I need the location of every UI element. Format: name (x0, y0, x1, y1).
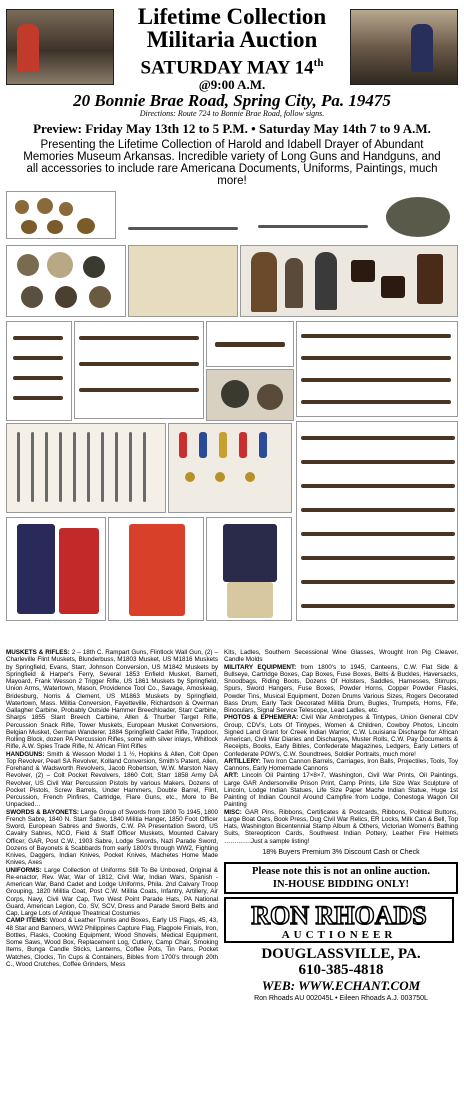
photo-us-buckle (378, 191, 458, 241)
listing-camp-items: CAMP ITEMS: Wood & Leather Trunks and Boxes, Early US Flags, 45, 43, 48 Star and Banners, WW2 Philippines Capture Flag, Flagpole Finials, Iron, Bottles, Flasks, Cooking Equipment, Wood Shovels, Medical Equipment, Some Saws, Wood Box, Replacement Log, Cutlery, Camp Chair, Smoking Items, Bunga Candle Sticks, Lanterns, Coffee Pots, Tin Pans, Pocket Watches, Clocks, Tin Cups & Containers, Bibles from 1700's through 20th C., Wood Crutches, Coffee Grinders, Mess (6, 917, 218, 968)
directions: Directions: Route 724 to Bonnie Brae Road, follow signs. (139, 109, 325, 118)
photo-shells-holsters (240, 245, 458, 317)
header-photo-left (6, 9, 114, 85)
listing-body (6, 649, 458, 1119)
listing-camp-cont: Kits, Ladles, Southern Secessional Wine Glasses, Wrought Iron Pig Cleaver, Candle Molds (224, 649, 458, 664)
photo-flintlock-pistol (206, 321, 294, 367)
auction-address: 20 Bonnie Brae Road, Spring City, Pa. 19475 (73, 91, 391, 110)
listing-handguns: HANDGUNS: Smith & Wesson Model 1 1 ½, Hopkins & Allen, Colt Open Top Revolver, Pearl SA Revolver, Kolland Conversion, Smith's Patent, Allen, Forehand & Wadsworth Revolvers, Jacob Robertson, W.W. Marston Navy Revolver, (2) – Colt Pocket Revolvers, 1860 Colt, Starr 1858 Army DA Revolver, US Civil War Percussion Pistols by various Makers, Dozens of Pocket Pistols, Screw Barrels, Under Hammers, Double Barrel, Flint, Percussion, French Pinfires, Cartridge, Flare Guns, etc., More to Be Unpacked… (6, 750, 218, 809)
photo-uniform-3 (206, 517, 292, 621)
contact-city: DOUGLASSVILLE, PA. (261, 946, 421, 963)
listing-column-left (6, 649, 224, 1119)
auctioneer-logo (224, 897, 458, 945)
photo-swords (118, 219, 376, 241)
auctioneer-licenses: Ron Rhoads AU 002045L • Eileen Rhoads A.J. 003750L (254, 995, 428, 1003)
header (6, 5, 458, 91)
photo-muskets-right (296, 321, 458, 417)
listing-swords: SWORDS & BAYONETS: Large Group of Swords from 1800 To 1945, 1800 French Sabre, 1840 N. Starr Sabre, 1840 Militia Hanger, 1850 Foot Officer Sword, European Sabres and Swords, C.W. PA Presentation Sword, US Cavalry Sabres, NCO, Field & Staff Officer Muskets, Mounted Calvary Officer, GAR, Post C.W., 1903 Sabre, Lodge Swords, Nazi Parade Sword, Dozens of Bayonets & Scabbards from early 1800's through WW2, Fighting Knives, Daggers, Indian Knives, Pocket Knives, Machetes Home Made Knives, Axes (6, 808, 218, 867)
photo-long-guns-mid (74, 321, 204, 419)
contact-web[interactable]: WEB: WWW.ECHANT.COM (261, 978, 421, 994)
listing-art: ART: Lincoln Oil Painting 17×8×7, Washington, Civil War Prints, Oil Paintings, Large GAR Andersonville Prison Print, Camp Prints, Life Size Wax Sculpture of Lincoln, Lodge Indian Statues, Life Size Paper Mache Indian Statue, Huge 1st Painting of Indian Council Around Campfire from Lodge, Conestoga Wagon Oil Painting (224, 772, 458, 809)
contact-phone: 610-385-4818 (298, 962, 384, 979)
photo-flasks (6, 191, 116, 239)
svg-text:AUCTIONEER: AUCTIONEER (281, 929, 397, 941)
svg-text:RON RHOADS: RON RHOADS (251, 901, 427, 930)
listing-column-right (224, 649, 458, 1119)
title-line1: Lifetime Collection (137, 4, 327, 29)
listing-misc: MISC: GAR Pins, Ribbons, Certificates & Postcards, Ribbons, Political Buttons, Large Boat Oars, Book Press, Dug Civil War Relics, ER Locks, Milk Can & Bell, Top Hats, Washington Bicentennial Stamp Album & Others, Victorian Women's Bathing Suits, Stereopticon Cards, Southwest Indian Pottery, Leather Fire Helmets ………….Just a sample listing! (224, 808, 458, 845)
listing-photos: PHOTOS & EPHEMERA: Civil War Ambrotypes & Tintypes, Union General CDV Group, CDV's, Lots Of Tintypes, Women & Children, Cowboy Photos, Lincoln Signed Land Grant for Creek Indian Warrior, C.W. Louisiana Discharge for African American, Civil War Diaries and Discharges, Muster Rolls, C.W. Pay Documents & Receipts, Books, Early Bibles, Confederate Magazines, Ledgers, Early Letters of Confederate POW's, C.W. Soundtrees, Soldier Portraits, much more! (224, 714, 458, 758)
online-notice: Please note this is not an online auction. IN-HOUSE BIDDING ONLY! (224, 862, 458, 894)
photo-medals (168, 423, 292, 513)
contact-block (224, 946, 458, 993)
photo-collage (6, 191, 458, 645)
ron-rhoads-logo (224, 897, 454, 943)
listing-uniforms: UNIFORMS: Large Collection of Uniforms Still To Be Unboxed, Original & Re-enactor, Rev. War, War of 1812, Civil War, Indian Wars, Spanish - American War, Band Cadet and Lodge Uniforms, Phila. 2nd Calvary Troop Grouping, 1820 Militia Coat, Post C.W. Militia Coats, Infantry, Artillery, Air Corps, Navy, Civil War Cap, Two West Point Parade Hats, PA National Guard, American Legion, Co. SV, SCV, Dress and Parade Sword Belts and Cap, Large Lots of Antique Theatrical Costumes (6, 866, 218, 917)
auction-time: @9:00 A.M. (198, 77, 266, 93)
title-line2: Militaria Auction (146, 27, 318, 52)
buyers-premium: 18% Buyers Premium 3% Discount Cash or Check (262, 848, 420, 856)
photo-uniform-1 (6, 517, 106, 621)
photo-document (128, 245, 238, 317)
title-block (114, 5, 350, 91)
photo-canteens-2 (206, 369, 294, 421)
intro-text: Presenting the Lifetime Collection of Harold and Idabell Drayer of Abundant Memories Museum Arkansas. Incredible variety of Long Guns and Handguns, and all accessories to include rare Americana Documents, Uniforms, Paintings, much more! (23, 139, 441, 187)
auction-date: SATURDAY MAY 14th (140, 57, 324, 79)
photo-pistols-left (6, 321, 72, 421)
photo-uniform-2 (108, 517, 204, 621)
preview-times: Preview: Friday May 13th 12 to 5 P.M. • Saturday May 14th 7 to 9 A.M. (33, 121, 431, 136)
photo-rifles-stack (296, 421, 458, 621)
photo-bayonets (6, 423, 166, 513)
header-photo-right (350, 9, 458, 85)
photo-canteens (6, 245, 126, 317)
listing-muskets: MUSKETS & RIFLES: 2 – 18th C. Rampart Guns, Flintlock Wall Gun, (2) – Charleville Flint Muskets, Blunderbuss, M1803 Musket, US M1816 Muskets by Springfield, Evans, Starr, Johnson Conversion, US M1842 Muskets by Springfield & Harper's Ferry, Several 1853 Enfield Musket, Barnett, Mayoard, Frank Wesson 2 Trigger Rifle, US 1861 Muskets by Springfield, Union Arms, Watertown, Mason, Providence Tool Co., Savage, Amoskeag, Bridesburg, Norris & Clement, US M1863 Muskets by Springfield, Watertown, Mass. Militia Conversion, Fayetteville, Richardson & Overman Gallagher Carbine, Probably Outside Hammer Breechloader, Starr Carbine, Sharps 1855 Slant Breech Carbine, Allen & Thurber Target Rifle, Percussion Snack Rifle, Tower Muskets, European Musket Conversions, Belgian Musket, German Wanderer, 1884 Springfield Cadet Rifle, Trapdoor, Rolling Block, dozen PA Percussion Rifles, some with silver inlays, Whitlock Rifle, A.W. Spies Trade Rifle, N. African Flint Rifles (6, 649, 218, 751)
listing-artillery: ARTILLERY: Two Iron Cannon Barrels, Carriages, Iron Balls, Projectiles, Tools, Toy Cannons, Early Homemade Cannons (224, 757, 458, 772)
listing-military-equipment: MILITARY EQUIPMENT: from 1800's to 1945, Canteens, C.W. Flat Side & Bullseye, Cartridge Boxes, Cap Boxes, Fuse Boxes, Belts & Buckles, Haversacks, Snoodbags, Riding Boots, Dozens Of Holsters, Saddles, Harnesses, Stirrups, Spurs, Sword Hangers, Fuse Boxes, Powder Horns, Copper Powder Flasks, Powder Tins, Musical Equipment, Dozen Drums Various Sizes, Rogers Decorated Bass Drum, Early Tack Decorated Militia Drum, Bugles, Trumpets, Horns, Fife, Binoculars, Signal Service Telescope, Lead Ladles, etc. (224, 663, 458, 714)
